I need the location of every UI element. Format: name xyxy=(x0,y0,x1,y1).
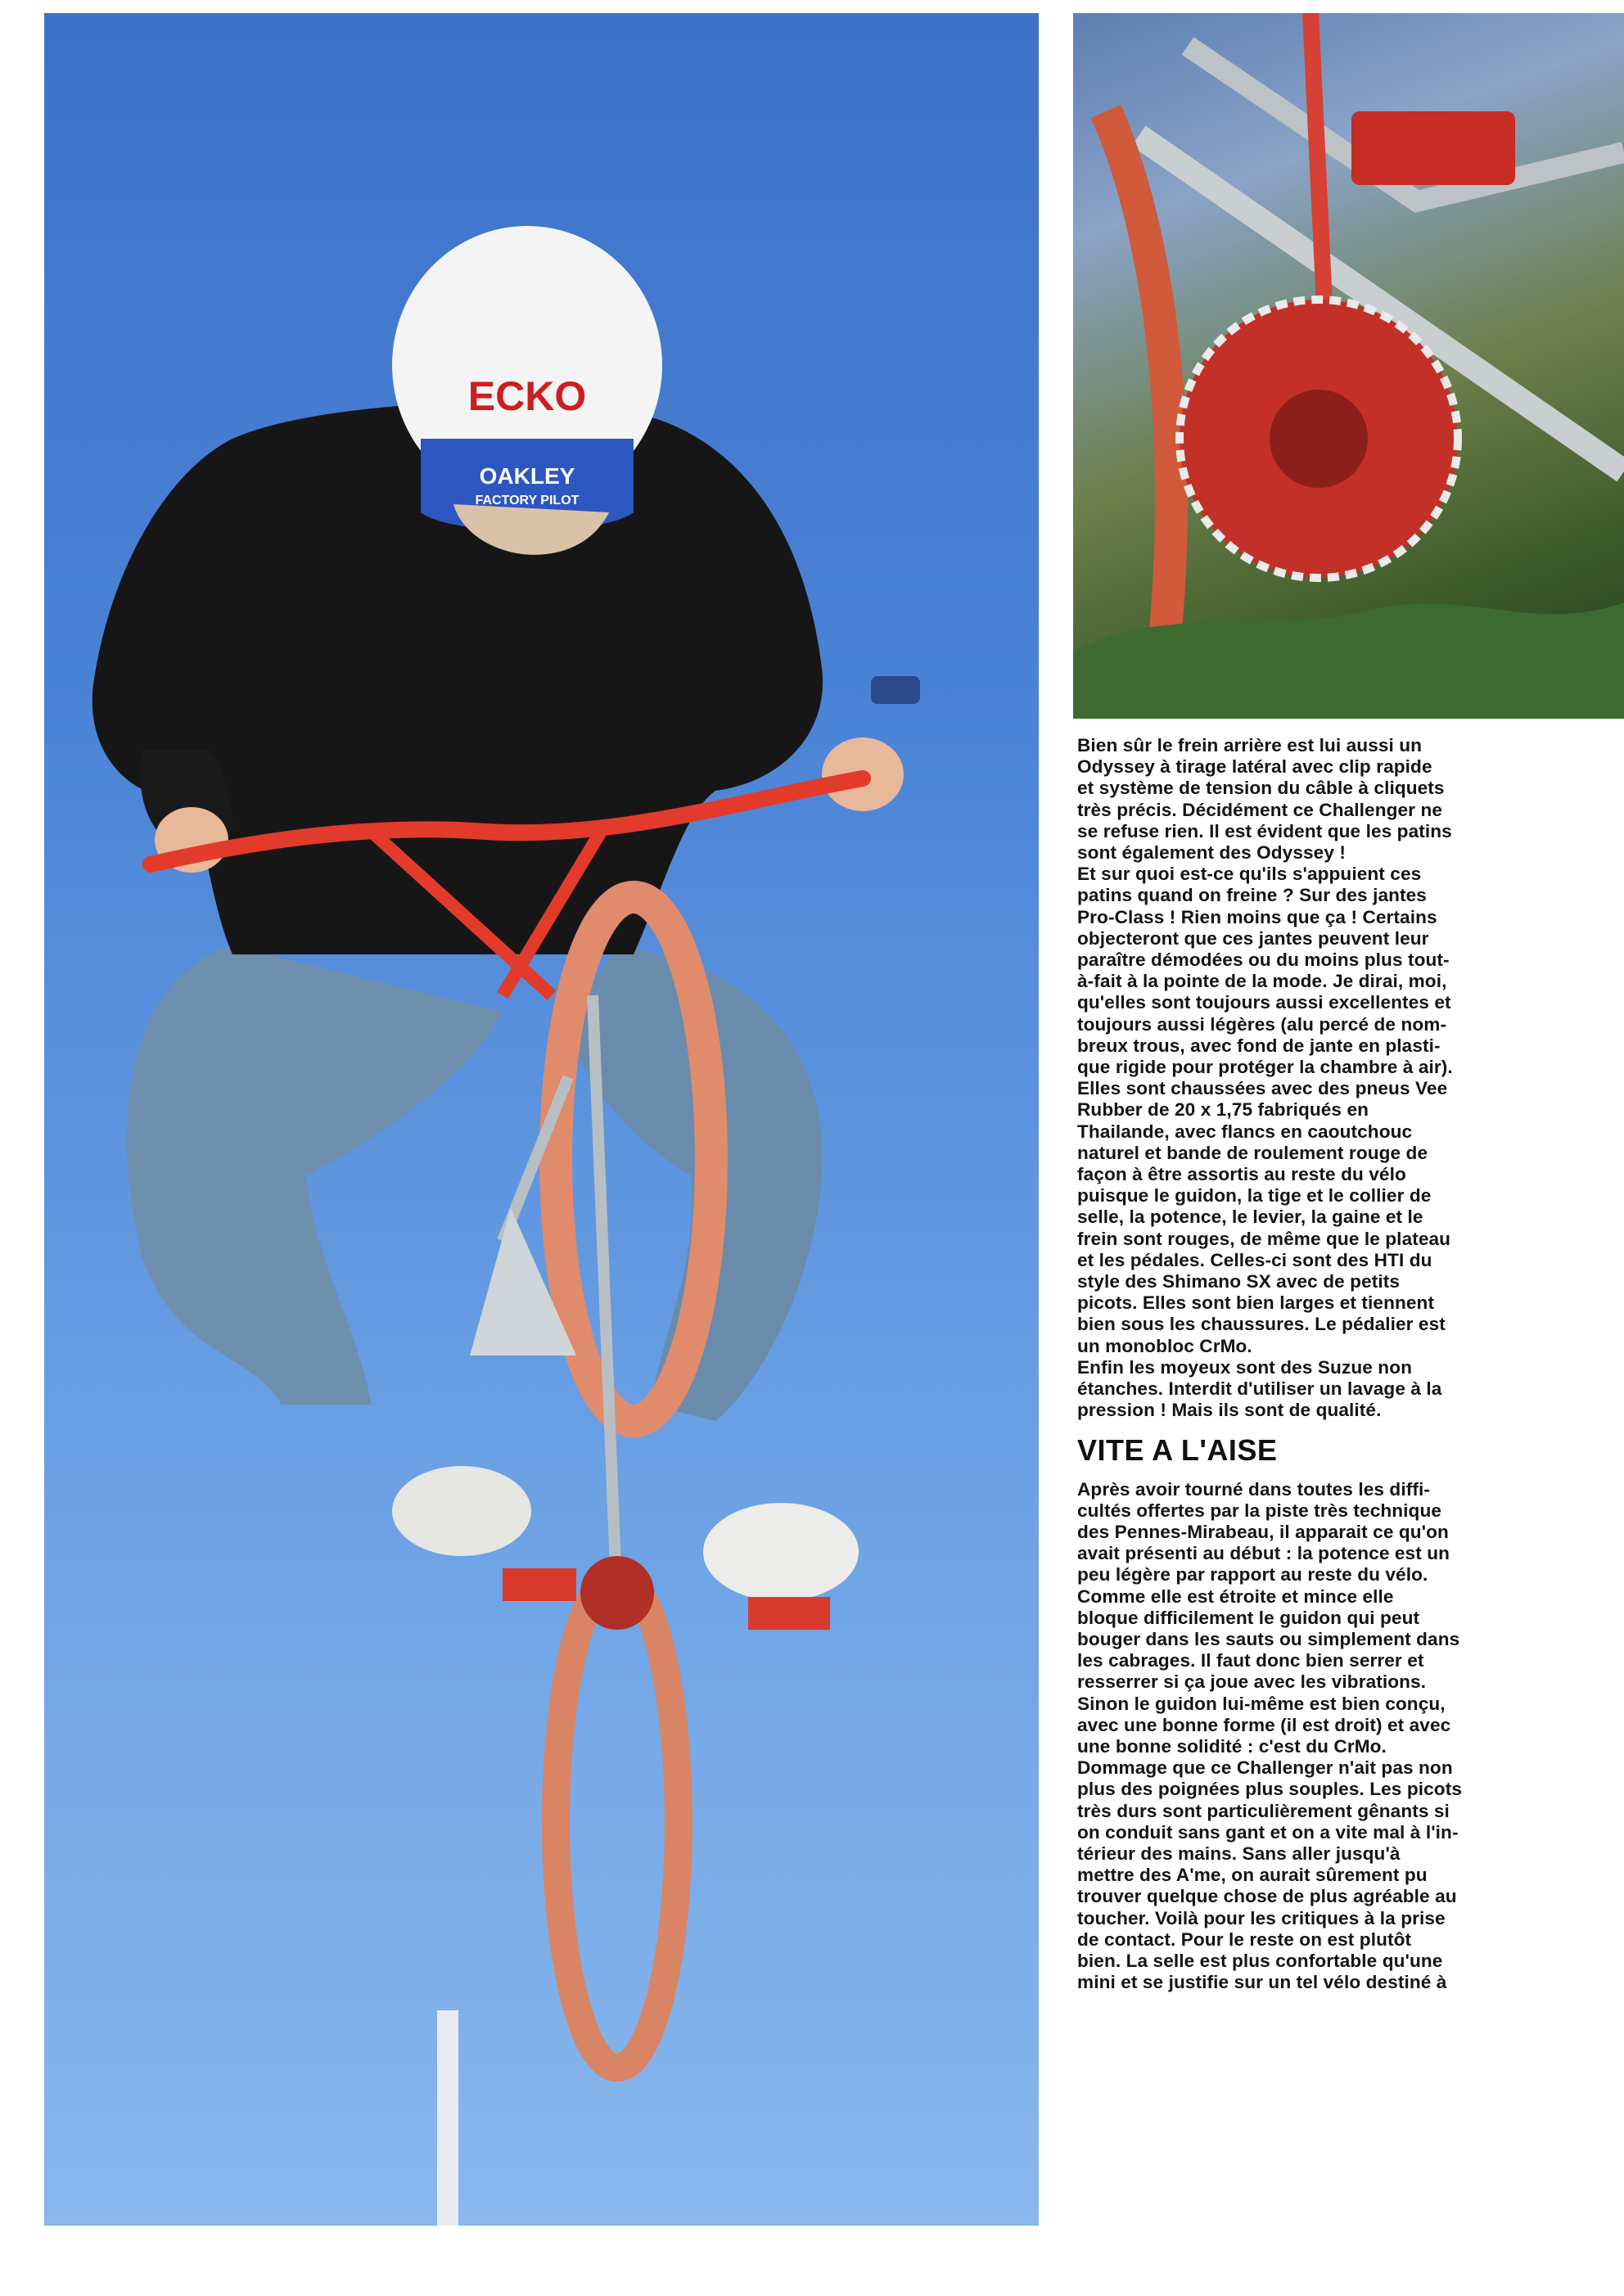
text-line: mettre des A'me, on aurait sûrement pu xyxy=(1077,1865,1428,1886)
text-line: Pro-Class ! Rien moins que ça ! Certains xyxy=(1077,906,1437,927)
text-line: picots. Elles sont bien larges et tiennent xyxy=(1077,1292,1435,1314)
left-pedal xyxy=(503,1568,576,1601)
text-line: Elles sont chaussées avec des pneus Vee xyxy=(1077,1078,1448,1099)
text-line: qu'elles sont toujours aussi excellentes et xyxy=(1077,992,1451,1013)
visor-logo: OAKLEY xyxy=(479,463,575,489)
article-paragraph-1 xyxy=(1077,735,1608,1422)
text-line: très durs sont particulièrement gênants si xyxy=(1077,1800,1450,1821)
text-line: et système de tension du câble à cliquets xyxy=(1077,778,1445,799)
section-heading: VITE A L'AISE xyxy=(1077,1432,1278,1467)
chainring-closeup-photo xyxy=(1073,13,1624,719)
text-line: les cabrages. Il faut donc bien serrer et xyxy=(1077,1650,1424,1671)
text-line: cultés offertes par la piste très technique xyxy=(1077,1500,1442,1521)
text-line: puisque le guidon, la tige et le collier de xyxy=(1077,1185,1432,1207)
text-line: bien. La selle est plus confortable qu'une xyxy=(1077,1950,1443,1971)
text-line: à-fait à la pointe de la mode. Je dirai, moi, xyxy=(1077,971,1447,992)
text-line: Dommage que ce Challenger n'ait pas non xyxy=(1077,1757,1453,1779)
text-line: Odyssey à tirage latéral avec clip rapide xyxy=(1077,756,1432,778)
article-paragraph-2 xyxy=(1077,1479,1608,1994)
text-line: Après avoir tourné dans toutes les diffi- xyxy=(1077,1478,1430,1500)
main-photo-bmx-rider xyxy=(44,13,1039,2226)
text-line: avec une bonne forme (il est droit) et avec xyxy=(1077,1714,1451,1735)
chainring-center xyxy=(1270,390,1368,488)
text-line: frein sont rouges, de même que le plateau xyxy=(1077,1228,1451,1249)
article-column xyxy=(1077,735,1608,1993)
rear-tire xyxy=(556,1577,679,2068)
text-line: patins quand on freine ? Sur des jantes xyxy=(1077,885,1427,906)
text-line: trouver quelque chose de plus agréable au xyxy=(1077,1886,1457,1907)
right-sneaker xyxy=(703,1503,859,1601)
text-line: Thailande, avec flancs en caoutchouc xyxy=(1077,1121,1413,1142)
text-line: térieur des mains. Sans aller jusqu'à xyxy=(1077,1843,1401,1864)
text-line: plus des poignées plus souples. Les picots xyxy=(1077,1779,1462,1800)
text-line: étanches. Interdit d'utiliser un lavage à la xyxy=(1077,1378,1442,1400)
text-line: toucher. Voilà pour les critiques à la prise xyxy=(1077,1907,1446,1928)
red-chainring xyxy=(580,1556,654,1630)
text-line: Comme elle est étroite et mince elle xyxy=(1077,1586,1394,1607)
text-line: objecteront que ces jantes peuvent leur xyxy=(1077,927,1429,949)
text-line: paraître démodées ou du moins plus tout- xyxy=(1077,950,1450,971)
chainring-illustration xyxy=(1073,13,1624,719)
text-line: bloque difficilement le guidon qui peut xyxy=(1077,1607,1420,1628)
text-line: bouger dans les sauts ou simplement dans xyxy=(1077,1628,1460,1649)
bmx-rider-illustration xyxy=(44,13,1039,2226)
text-line: et les pédales. Celles-ci sont des HTI du xyxy=(1077,1249,1432,1270)
wristwatch xyxy=(871,676,920,704)
text-line: des Pennes-Mirabeau, il apparait ce qu'on xyxy=(1077,1521,1449,1542)
text-line: Rubber de 20 x 1,75 fabriqués en xyxy=(1077,1099,1369,1121)
text-line: sont également des Odyssey ! xyxy=(1077,842,1347,864)
text-line: pression ! Mais ils sont de qualité. xyxy=(1077,1400,1382,1421)
text-line: Bien sûr le frein arrière est lui aussi un xyxy=(1077,735,1423,756)
text-line: très précis. Décidément ce Challenger ne xyxy=(1077,799,1443,820)
text-line: style des Shimano SX avec de petits xyxy=(1077,1271,1401,1292)
text-line: une bonne solidité : c'est du CrMo. xyxy=(1077,1735,1387,1757)
text-line: resserrer si ça joue avec les vibrations. xyxy=(1077,1671,1427,1693)
text-line: mini et se justifie sur un tel vélo destiné à xyxy=(1077,1972,1447,1993)
helmet-logo: ECKO xyxy=(467,373,587,419)
text-line: peu légère par rapport au reste du vélo. xyxy=(1077,1564,1428,1586)
text-line: de contact. Pour le reste on est plutôt xyxy=(1077,1928,1412,1950)
background-pole xyxy=(437,2010,458,2226)
text-line: on conduit sans gant et on a vite mal à l'in- xyxy=(1077,1821,1459,1843)
text-line: bien sous les chaussures. Le pédalier est xyxy=(1077,1314,1446,1335)
text-line: selle, la potence, le levier, la gaine et le xyxy=(1077,1207,1423,1228)
text-line: naturel et bande de roulement rouge de xyxy=(1077,1142,1428,1163)
text-line: que rigide pour protéger la chambre à air). xyxy=(1077,1057,1453,1078)
text-line: avait présenti au début : la potence est un xyxy=(1077,1543,1450,1564)
right-pedal xyxy=(748,1597,830,1630)
text-line: Enfin les moyeux sont des Suzue non xyxy=(1077,1356,1412,1378)
visor-sublogo: FACTORY PILOT xyxy=(475,494,580,507)
text-line: toujours aussi légères (alu percé de nom- xyxy=(1077,1013,1447,1035)
red-pedal xyxy=(1351,111,1515,185)
text-line: se refuse rien. Il est évident que les patins xyxy=(1077,820,1452,841)
left-jean-leg xyxy=(127,946,503,1405)
text-line: façon à être assortis au reste du vélo xyxy=(1077,1164,1406,1185)
text-line: Et sur quoi est-ce qu'ils s'appuient ces xyxy=(1077,864,1422,885)
text-line: un monobloc CrMo. xyxy=(1077,1335,1252,1356)
text-line: Sinon le guidon lui-même est bien conçu, xyxy=(1077,1693,1446,1714)
text-line: breux trous, avec fond de jante en plasti- xyxy=(1077,1035,1441,1056)
left-sneaker xyxy=(392,1466,531,1556)
